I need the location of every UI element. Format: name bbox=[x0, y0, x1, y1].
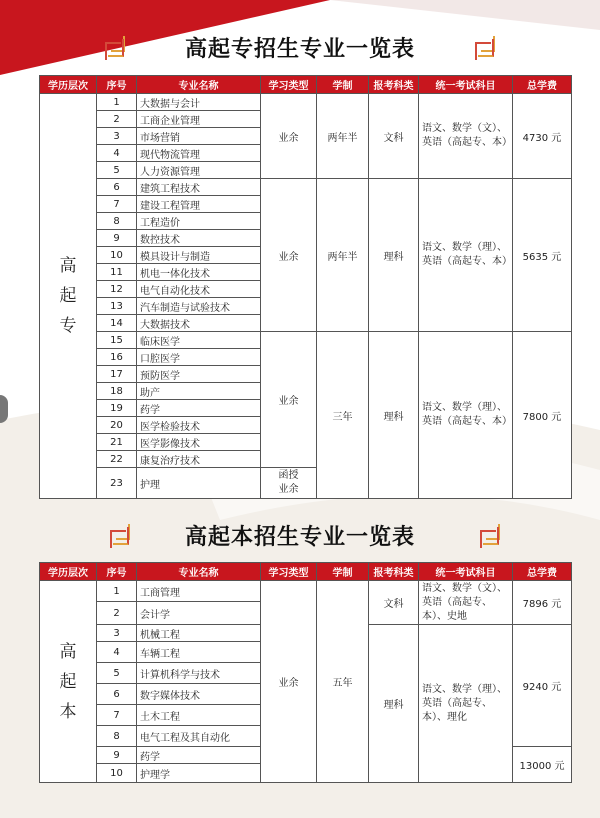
exam-subjects: 语文、数学（文）、英语（高起专、本）、史地 bbox=[419, 581, 513, 625]
header-exam: 统一考试科目 bbox=[419, 563, 513, 581]
row-major: 药学 bbox=[137, 747, 261, 764]
row-major: 机械工程 bbox=[137, 625, 261, 642]
table-row bbox=[40, 94, 572, 111]
total-fee: 4730 元 bbox=[513, 94, 572, 179]
study-type: 业余 bbox=[261, 332, 317, 468]
header-fee: 总学费 bbox=[513, 76, 572, 94]
row-major: 药学 bbox=[137, 400, 261, 417]
row-no: 10 bbox=[97, 764, 137, 783]
table-header-row bbox=[40, 563, 572, 581]
row-no: 3 bbox=[97, 128, 137, 145]
study-type: 业余 bbox=[261, 94, 317, 179]
row-major: 医学影像技术 bbox=[137, 434, 261, 451]
row-no: 21 bbox=[97, 434, 137, 451]
row-major: 土木工程 bbox=[137, 705, 261, 726]
ben-table bbox=[39, 562, 572, 783]
bracket-deco-icon bbox=[105, 36, 127, 58]
duration: 三年 bbox=[317, 332, 369, 499]
row-no: 7 bbox=[97, 196, 137, 213]
level-cell-zhuan: 高 起 专 bbox=[40, 94, 97, 499]
table-row bbox=[40, 581, 572, 602]
row-no: 9 bbox=[97, 230, 137, 247]
total-fee: 9240 元 bbox=[513, 625, 572, 747]
row-no: 22 bbox=[97, 451, 137, 468]
header-type: 学习类型 bbox=[261, 563, 317, 581]
row-no: 19 bbox=[97, 400, 137, 417]
header-category: 报考科类 bbox=[369, 563, 419, 581]
row-major: 助产 bbox=[137, 383, 261, 400]
header-type: 学习类型 bbox=[261, 76, 317, 94]
header-no: 序号 bbox=[97, 76, 137, 94]
duration: 五年 bbox=[317, 581, 369, 783]
row-no: 6 bbox=[97, 684, 137, 705]
row-no: 20 bbox=[97, 417, 137, 434]
row-major: 临床医学 bbox=[137, 332, 261, 349]
ben-title: 高起本招生专业一览表 bbox=[184, 524, 415, 550]
bracket-deco-icon bbox=[110, 524, 132, 546]
row-major: 现代物流管理 bbox=[137, 145, 261, 162]
row-no: 10 bbox=[97, 247, 137, 264]
row-major: 医学检验技术 bbox=[137, 417, 261, 434]
header-category: 报考科类 bbox=[369, 76, 419, 94]
exam-subjects: 语文、数学（理）、英语（高起专、本） bbox=[419, 332, 513, 499]
exam-category: 理科 bbox=[369, 332, 419, 499]
side-scroll-handle[interactable] bbox=[0, 395, 8, 423]
row-no: 9 bbox=[97, 747, 137, 764]
row-major: 工程造价 bbox=[137, 213, 261, 230]
exam-category: 文科 bbox=[369, 581, 419, 625]
bracket-deco-icon bbox=[480, 524, 502, 546]
total-fee: 13000 元 bbox=[513, 747, 572, 783]
row-major: 电气工程及其自动化 bbox=[137, 726, 261, 747]
row-major: 康复治疗技术 bbox=[137, 451, 261, 468]
row-major: 模具设计与制造 bbox=[137, 247, 261, 264]
row-major: 人力资源管理 bbox=[137, 162, 261, 179]
row-no: 16 bbox=[97, 349, 137, 366]
total-fee: 7800 元 bbox=[513, 332, 572, 499]
header-duration: 学制 bbox=[317, 76, 369, 94]
row-major: 大数据与会计 bbox=[137, 94, 261, 111]
row-no: 6 bbox=[97, 179, 137, 196]
header-fee: 总学费 bbox=[513, 563, 572, 581]
row-no: 15 bbox=[97, 332, 137, 349]
row-no: 18 bbox=[97, 383, 137, 400]
row-no: 17 bbox=[97, 366, 137, 383]
total-fee: 5635 元 bbox=[513, 179, 572, 332]
zhuan-title: 高起专招生专业一览表 bbox=[184, 36, 415, 62]
table-header-row bbox=[40, 76, 572, 94]
row-major: 护理学 bbox=[137, 764, 261, 783]
level-cell-ben: 高 起 本 bbox=[40, 581, 97, 783]
bracket-deco-icon bbox=[475, 36, 497, 58]
row-major: 汽车制造与试验技术 bbox=[137, 298, 261, 315]
exam-category: 理科 bbox=[369, 625, 419, 783]
duration: 两年半 bbox=[317, 94, 369, 179]
header-duration: 学制 bbox=[317, 563, 369, 581]
row-no: 5 bbox=[97, 663, 137, 684]
row-major: 口腔医学 bbox=[137, 349, 261, 366]
row-major: 预防医学 bbox=[137, 366, 261, 383]
header-major: 专业名称 bbox=[137, 563, 261, 581]
row-major: 大数据技术 bbox=[137, 315, 261, 332]
row-major: 数控技术 bbox=[137, 230, 261, 247]
row-no: 5 bbox=[97, 162, 137, 179]
row-no: 12 bbox=[97, 281, 137, 298]
row-major: 车辆工程 bbox=[137, 642, 261, 663]
row-no: 8 bbox=[97, 726, 137, 747]
row-major: 建筑工程技术 bbox=[137, 179, 261, 196]
row-major: 电气自动化技术 bbox=[137, 281, 261, 298]
row-no: 14 bbox=[97, 315, 137, 332]
exam-category: 文科 bbox=[369, 94, 419, 179]
exam-category: 理科 bbox=[369, 179, 419, 332]
row-no: 4 bbox=[97, 145, 137, 162]
row-no: 11 bbox=[97, 264, 137, 281]
row-major: 工商企业管理 bbox=[137, 111, 261, 128]
row-major: 会计学 bbox=[137, 602, 261, 625]
table-row bbox=[40, 179, 572, 196]
row-no: 8 bbox=[97, 213, 137, 230]
row-no: 7 bbox=[97, 705, 137, 726]
table-row bbox=[40, 332, 572, 349]
row-no: 2 bbox=[97, 602, 137, 625]
header-major: 专业名称 bbox=[137, 76, 261, 94]
zhuan-table bbox=[39, 75, 572, 499]
exam-subjects: 语文、数学（理）、英语（高起专、本） bbox=[419, 179, 513, 332]
row-major: 计算机科学与技术 bbox=[137, 663, 261, 684]
study-type: 业余 bbox=[261, 179, 317, 332]
row-major: 护理 bbox=[137, 468, 261, 499]
total-fee: 7896 元 bbox=[513, 581, 572, 625]
row-no: 4 bbox=[97, 642, 137, 663]
ben-title-row bbox=[0, 515, 600, 555]
row-no: 23 bbox=[97, 468, 137, 499]
duration: 两年半 bbox=[317, 179, 369, 332]
row-no: 13 bbox=[97, 298, 137, 315]
header-exam: 统一考试科目 bbox=[419, 76, 513, 94]
header-level: 学历层次 bbox=[40, 563, 97, 581]
row-major: 工商管理 bbox=[137, 581, 261, 602]
row-no: 1 bbox=[97, 581, 137, 602]
exam-subjects: 语文、数学（文）、英语（高起专、本） bbox=[419, 94, 513, 179]
row-major: 市场营销 bbox=[137, 128, 261, 145]
row-no: 2 bbox=[97, 111, 137, 128]
exam-subjects: 语文、数学（理）、英语（高起专、本）、理化 bbox=[419, 625, 513, 783]
row-major: 机电一体化技术 bbox=[137, 264, 261, 281]
zhuan-title-row bbox=[0, 27, 600, 67]
row-no: 1 bbox=[97, 94, 137, 111]
study-type: 函授业余 bbox=[261, 468, 317, 499]
header-level: 学历层次 bbox=[40, 76, 97, 94]
row-major: 建设工程管理 bbox=[137, 196, 261, 213]
header-no: 序号 bbox=[97, 563, 137, 581]
study-type: 业余 bbox=[261, 581, 317, 783]
row-major: 数字媒体技术 bbox=[137, 684, 261, 705]
row-no: 3 bbox=[97, 625, 137, 642]
